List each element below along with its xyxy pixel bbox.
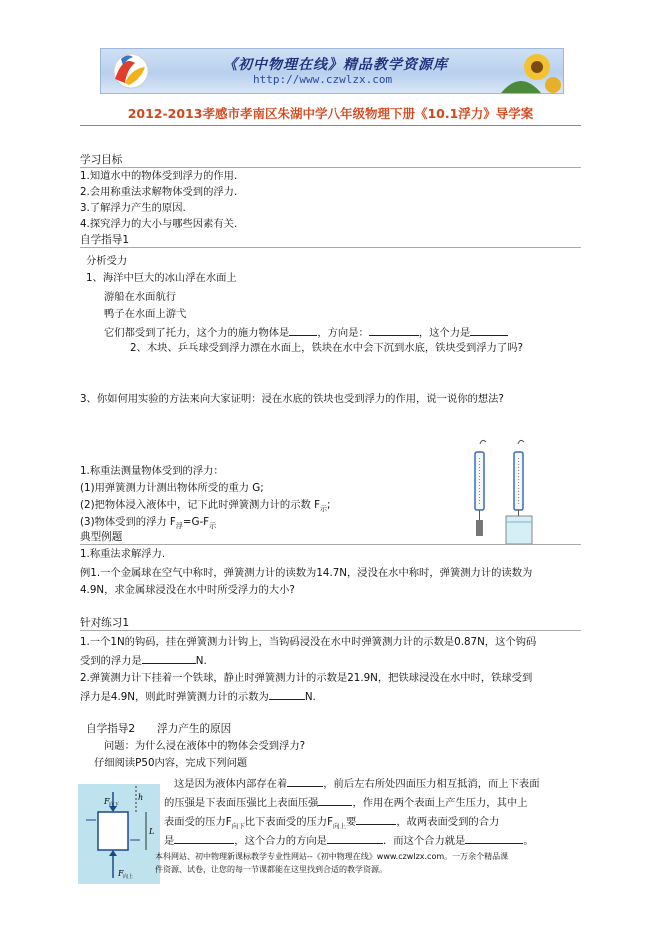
text: 的压强是下表面压强比上表面压强 (164, 797, 319, 809)
text: ，这个合力的方向是 (234, 835, 327, 847)
text: 它们都受到了托力，这个力的施力物体是 (104, 327, 290, 339)
text: (2)把物体浸入液体中，记下此时弹簧测力计的示数 F (80, 499, 321, 511)
reading-fill-line (164, 794, 528, 810)
answer-blank[interactable] (142, 652, 196, 664)
guide2-instruction: 仔细阅读P50内容，完成下列问题 (94, 757, 248, 769)
text: (3)物体受到的浮力 F (80, 516, 176, 528)
text: ，这个力是 (418, 327, 471, 339)
question-1: 1、海洋中巨大的冰山浮在水面上 (86, 272, 237, 284)
beaker-icon (506, 516, 532, 544)
page-footer (155, 850, 585, 876)
answer-blank[interactable] (356, 813, 396, 825)
text: 这是因为液体内部存在着 (174, 778, 288, 790)
guide2-heading (86, 722, 231, 736)
reading-fill-line (164, 813, 499, 833)
goals-heading: 学习目标 (80, 154, 123, 166)
subscript: 示 (320, 505, 328, 514)
goal-item: 3.了解浮力产生的原因. (80, 202, 186, 214)
example-subheading: 1.称重法求解浮力. (80, 548, 166, 560)
text: 自学指导2 (86, 723, 136, 735)
subscript: 向下 (231, 822, 245, 831)
method-step (80, 498, 331, 516)
header-banner (100, 48, 564, 94)
footer-line: 件资源、试卷，让您的每一节课都能在这里找到合适的教学资源。 (155, 865, 387, 874)
label-h: h (138, 793, 144, 802)
answer-blank[interactable] (287, 775, 323, 787)
text: ．而这个合力就是 (382, 835, 466, 847)
guide1-heading: 自学指导1 (80, 234, 130, 246)
banner-url[interactable]: http://www.czwlzx.com (253, 73, 393, 86)
text: ，方向是： (317, 327, 369, 339)
text: ; (327, 499, 331, 511)
cube-shape (98, 812, 128, 850)
reading-fill-line (174, 775, 540, 791)
goals-divider (80, 167, 581, 168)
sunflower-icon (501, 54, 561, 93)
example-heading: 典型例题 (80, 531, 123, 543)
banner-title: 《初中物理在线》精品教学资源库 (223, 57, 448, 73)
label-l: L (149, 827, 155, 836)
answer-blank[interactable] (289, 324, 317, 336)
question-1-line: 鸭子在水面上游弋 (104, 308, 187, 320)
subscript: 向上 (333, 822, 347, 831)
document-title: 2012-2013孝感市孝南区朱湖中学八年级物理下册《10.1浮力》导学案 (127, 106, 534, 121)
text: ，作用在两个表面上产生压力，其中上 (352, 797, 528, 809)
answer-blank[interactable] (327, 832, 383, 844)
answer-blank[interactable] (269, 688, 305, 700)
guide2-question: 问题：为什么浸在液体中的物体会受到浮力? (104, 740, 306, 752)
label-f-up: F (118, 869, 124, 878)
title-divider (80, 125, 581, 126)
goal-item: 4.探究浮力的大小与哪些因素有关. (80, 218, 238, 230)
example-text: 4.9N，求金属球浸没在水中时所受浮力的大小? (80, 584, 295, 596)
subscript: 示 (209, 522, 217, 531)
text: 浮力产生的原因 (157, 723, 232, 735)
answer-blank[interactable] (470, 324, 508, 336)
footer-line: 本科网站、初中物理新课标教学专业性网站--《初中物理在线》www.czwlzx.com。一万余个精品课 (155, 852, 509, 861)
goal-item: 1.知道水中的物体受到浮力的作用. (80, 170, 238, 182)
text: 表面受的压力F (164, 816, 232, 828)
practice-fill-line (80, 688, 316, 704)
practice-fill-line (80, 652, 207, 668)
method-step: (1)用弹簧测力计测出物体所受的重力 G; (80, 482, 264, 494)
method-title: 1.称重法测量物体受到的浮力： (80, 465, 224, 477)
text: =G-F (182, 516, 210, 528)
text: 是 (164, 835, 175, 847)
goal-item: 2.会用称重法求解物体受到的浮力. (80, 186, 238, 198)
text: 比下表面受的压力F (244, 816, 334, 828)
text: N. (304, 691, 316, 703)
answer-blank[interactable] (369, 324, 419, 336)
practice-heading: 针对练习1 (80, 617, 130, 629)
question-1-fill-line (104, 324, 508, 340)
practice-divider (80, 630, 581, 631)
label-f-down: F (104, 797, 110, 806)
label-f-up-sub: 向上 (123, 874, 134, 880)
spring-scale-figure (470, 438, 550, 548)
guide1-subheading: 分析受力 (86, 255, 128, 267)
text: 浮力是4.9N，则此时弹簧测力计的示数为 (80, 691, 269, 703)
spring-scale-icon (475, 440, 486, 536)
pressure-figure (78, 784, 160, 884)
guide1-divider (80, 247, 581, 248)
practice-text: 2.弹簧测力计下挂着一个铁球，静止时弹簧测力计的示数是21.9N，把铁球浸没在水中时，铁球受到 (80, 672, 533, 684)
example-divider (80, 544, 581, 545)
question-2: 2、木块、乒乓球受到浮力漂在水面上，铁块在水中会下沉到水底，铁块受到浮力了吗? (130, 342, 523, 354)
text: ，前后左右所处四面压力相互抵消，而上下表面 (323, 778, 540, 790)
answer-blank[interactable] (318, 794, 352, 806)
subscript: 浮 (175, 522, 183, 531)
text: ，故两表面受到的合力 (396, 816, 500, 828)
reading-fill-line (164, 832, 534, 848)
answer-blank[interactable] (174, 832, 234, 844)
question-3: 3、你如何用实验的方法来向大家证明：浸在水底的铁块也受到浮力的作用，说一说你的想法? (80, 393, 504, 405)
logo-icon (114, 54, 148, 88)
practice-text: 1.一个1N的钩码，挂在弹簧测力计钩上，当钩码浸没在水中时弹簧测力计的示数是0.87N，这个钩码 (80, 636, 537, 648)
text: 。 (523, 835, 534, 847)
label-f-down-sub: 向下 (109, 802, 120, 808)
text: N. (195, 655, 207, 667)
example-text: 例1.一个金属球在空气中称时，弹簧测力计的读数为14.7N，浸没在水中称时，弹簧测力计的读数为 (80, 567, 533, 579)
question-1-line: 游船在水面航行 (104, 291, 177, 303)
text: 要 (346, 816, 357, 828)
text: 受到的浮力是 (80, 655, 142, 667)
answer-blank[interactable] (465, 832, 523, 844)
